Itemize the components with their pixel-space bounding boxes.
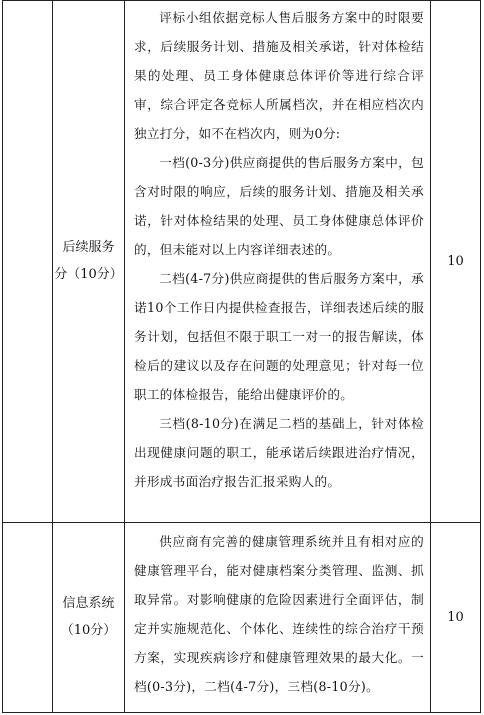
criteria-cell: [125, 522, 431, 712]
criteria-paragraph: 二档(4-7分)供应商提供的售后服务方案中，承诺10个工作日内提供检查报告，详细表述后续的服务计划，包括但不限于职工一对一的报告解读，体检后的建议以及存在问题的处理意见；针对每一位职工的体检报告，能给出健康评价的。: [134, 271, 424, 402]
scoring-table: [2, 0, 481, 713]
item-name-line2: 分（10分）: [54, 267, 123, 283]
item-name-line2: （10分）: [60, 623, 117, 639]
item-name-cell: [53, 522, 125, 712]
table-row-info-system: [3, 522, 481, 712]
blank-cell: [3, 1, 53, 523]
item-name-line1: 信息系统: [62, 596, 115, 612]
criteria-paragraph: 一档(0-3分)供应商提供的售后服务方案中，包含对时限的响应，后续的服务计划、措施及相关承诺，针对体检结果的处理、员工身体健康总体评价的，但未能对以上内容详细表述的。: [134, 155, 424, 257]
criteria-cell: [125, 1, 431, 523]
score-cell: 10: [431, 522, 481, 712]
criteria-paragraph: 评标小组依据竞标人售后服务方案中的时限要求，后续服务计划、措施及相关承诺，针对体检结果的处理、员工身体健康总体评价等进行综合评审，综合评定各竞标人所属档次，并在相应档次内独立打分，如不在档次内，则为0分:: [134, 10, 424, 141]
item-name-cell: [53, 1, 125, 523]
blank-cell: [3, 522, 53, 712]
item-name-line1: 后续服务: [62, 240, 115, 256]
score-cell: 10: [431, 1, 481, 523]
criteria-paragraph: 三档(8-10分)在满足二档的基础上，针对体检出现健康问题的职工，能承诺后续跟进治疗情况，并形成书面治疗报告汇报采购人的。: [134, 416, 424, 489]
table-row-follow-up-service: [3, 1, 481, 523]
criteria-paragraph: 供应商有完善的健康管理系统并且有相对应的健康管理平台，能对健康档案分类管理、监测、抓取异常。对影响健康的危险因素进行全面评估，制定并实施规范化、个体化、连续性的综合治疗干预方案，实现疾病诊疗和健康管理效果的最大化。一档(0-3分)，二档(4-7分)，三档(8-10分)。: [134, 533, 424, 694]
